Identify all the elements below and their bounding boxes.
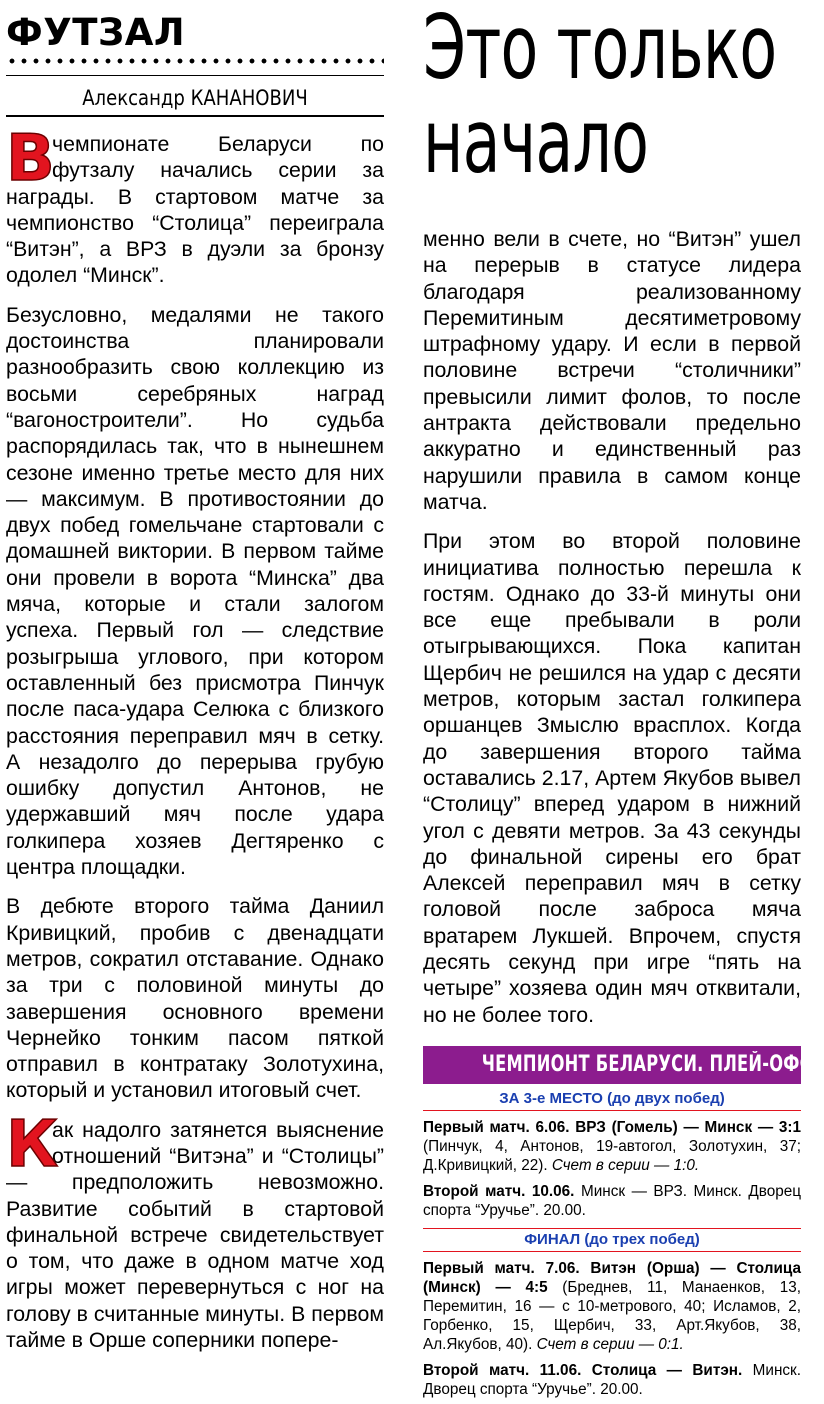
- rubric-label: ФУТЗАЛ: [6, 11, 186, 54]
- article-paragraph: менно вели в счете, но “Витэн” ушел на перерыв в статусе лидера благодаря реализованному Перемитиным десятиметровому штрафному удару. И если в первой половине встречи “столичники” превысили лимит фолов, то после антракта действовали предельно аккуратно и единственный раз нарушили правила в самом конце матча.: [423, 227, 801, 514]
- article-paragraph: При этом во второй половине инициатива полностью перешла к гостям. Однако до 33-й минуты они все еще пребывали в роли отыгрывающихся. Пока капитан Щербич не решился на удар с десяти метров, которым застал голкипера оршанцев Змыслю врасплох. Когда до завершения второго тайма оставались 2.17, Артем Якубов вывел “Столицу” вперед ударом в нижний угол с девяти метров. За 43 секунды до финальной сирены его брат Алексей переправил мяч в сетку головой после заброса мяча вратарем Лукшей. Впрочем, спустя десять секунд при игре “пять на четыре” хозяева один мяч отквитали, но не более того.: [423, 529, 801, 1027]
- headline-line-1: Это только: [423, 0, 777, 99]
- headline: [423, 0, 801, 193]
- results-table: [423, 1046, 817, 1399]
- section-header-final: ФИНАЛ (до трех побед): [423, 1228, 801, 1252]
- match-result: Первый матч. 6.06. ВРЗ (Гомель) — Минск — 3:1 (Пинчук, 4, Антонов, 19-автогол, Золотухин, 37; Д.Кривицкий, 22). Счет в серии — 1:0.: [423, 1118, 801, 1174]
- drop-cap: В: [6, 122, 55, 196]
- rule-divider: [6, 75, 384, 76]
- author-divider: [6, 115, 384, 117]
- author-byline: Александр КАНАНОВИЧ: [82, 86, 308, 110]
- right-column: [423, 0, 817, 1399]
- article-paragraph: В дебюте второго тайма Даниил Кривицкий, пробив с двенадцати метров, сократил отставание. Однако за три с половиной минуты до завершения основного времени Чернейко тонким пасом пяткой отправил в контратаку Золотухина, который и установил итоговый счет.: [6, 894, 384, 1103]
- article-paragraph: Безусловно, медалями не такого достоинства планировали разнообразить свою коллекцию из восьми серебряных наград “вагоностроители”. Но судьба распорядилась так, что в нынешнем сезоне именно третье место для них — максимум. В противостоянии до двух побед гомельчане стартовали с домашней виктории. В первом тайме они провели в ворота “Минска” два мяча, которые и стали залогом успеха. Первый гол — следствие розыгрыша углового, при котором оставленный без присмотра Пинчук после паса-удара Селюка с близкого расстояния переправил мяч в сетку. А незадолго до перерыва грубую ошибку допустил Антонов, не удержавший мяч после удара голкипера хозяев Дегтяренко с центра площадки.: [6, 302, 384, 880]
- match-result: Первый матч. 7.06. Витэн (Орша) — Столица (Минск) — 4:5 (Бреднев, 11, Манаенков, 13, Перемитин, 16 — с 10-метрового, 40; Исламов, 2, Горбенко, 15, Щербич, 33, Арт.Якубов, 38, Ал.Якубов, 40). Счет в серии — 0:1.: [423, 1259, 801, 1353]
- section-header-bronze: ЗА 3-е МЕСТО (до двух побед): [423, 1088, 801, 1111]
- article-paragraph: В чемпионате Беларуси по футзалу начались серии за награды. В стартовом матче за чемпионство “Столица” переиграла “Витэн”, а ВРЗ в дуэли за бронзу одолел “Минск”.: [6, 122, 384, 288]
- dotted-divider: [6, 58, 384, 64]
- left-column: [6, 0, 384, 1366]
- match-result: Второй матч. 10.06. Минск — ВРЗ. Минск. Дворец спорта “Уручье”. 20.00.: [423, 1182, 801, 1219]
- article-paragraph: К ак надолго затянется выяснение отношений “Витэна” и “Столицы” — предположить невозможно. Развитие событий в стартовой финальной встрече свидетельствует о том, что даже в одном матче ход игры может перевернуться с ног на голову в считанные минуты. В первом тайме в Орше соперники попере-: [6, 1107, 384, 1353]
- match-result: Второй матч. 11.06. Столица — Витэн. Минск. Дворец спорта “Уручье”. 20.00.: [423, 1361, 802, 1398]
- table-title: ЧЕМПИОНТ БЕЛАРУСИ. ПЛЕЙ-ОФФ: [423, 1046, 801, 1084]
- drop-cap: К: [6, 1107, 59, 1182]
- headline-line-2: начало: [423, 90, 649, 193]
